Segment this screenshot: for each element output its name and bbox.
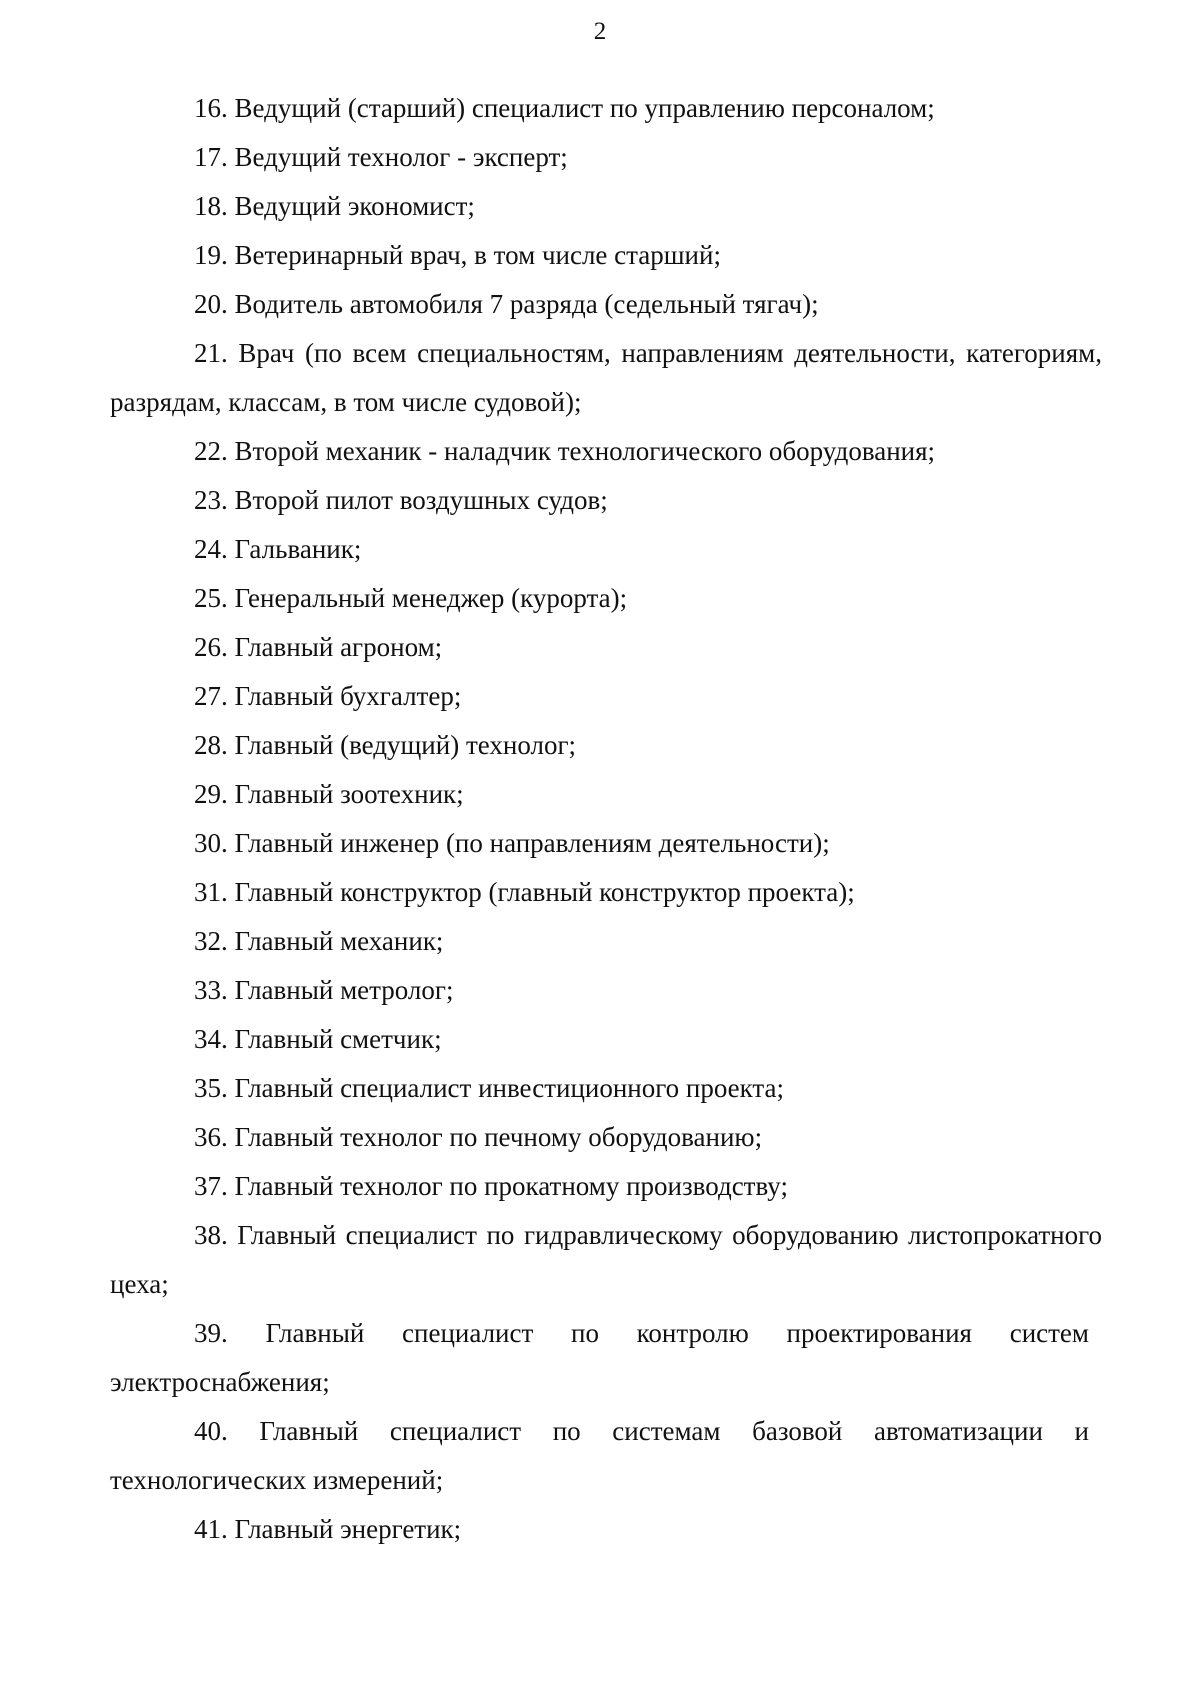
page-number: 2 (593, 18, 607, 45)
list-item: 30. Главный инженер (по направлениям деятельности); (194, 828, 830, 858)
list-item: 35. Главный специалист инвестиционного проекта; (194, 1073, 785, 1103)
list-item: 17. Ведущий технолог - эксперт; (194, 142, 568, 172)
list-item: 25. Генеральный менеджер (курорта); (194, 583, 628, 613)
list-item: 29. Главный зоотехник; (194, 779, 464, 809)
list-item: 18. Ведущий экономист; (194, 191, 475, 221)
list-item: 19. Ветеринарный врач, в том числе старший; (194, 240, 721, 270)
list-item: 40. Главный специалист по системам базовой автоматизации и технологических измерений; (110, 1416, 1089, 1495)
list-item: 23. Второй пилот воздушных судов; (194, 485, 608, 515)
list-item: 41. Главный энергетик; (194, 1514, 462, 1544)
list-item: 16. Ведущий (старший) специалист по управлению персоналом; (194, 93, 935, 123)
list-item: 33. Главный метролог; (194, 975, 454, 1005)
list-item: 27. Главный бухгалтер; (194, 681, 462, 711)
list-item: 37. Главный технолог по прокатному производству; (194, 1171, 788, 1201)
list-item: 32. Главный механик; (194, 926, 444, 956)
list-item: 24. Гальваник; (194, 534, 362, 564)
document-body (110, 84, 1102, 1554)
list-item: 38. Главный специалист по гидравлическому оборудованию листопрокатного цеха; (110, 1220, 1102, 1299)
list-item: 31. Главный конструктор (главный конструктор проекта); (194, 877, 855, 907)
list-item: 20. Водитель автомобиля 7 разряда (седельный тягач); (194, 289, 819, 319)
list-item: 26. Главный агроном; (194, 632, 443, 662)
list-item: 34. Главный сметчик; (194, 1024, 442, 1054)
list-item: 36. Главный технолог по печному оборудованию; (194, 1122, 763, 1152)
list-item: 39. Главный специалист по контролю проектирования систем электроснабжения; (110, 1318, 1089, 1397)
list-item: 21. Врач (по всем специальностям, направлениям деятельности, категориям, разрядам, классам, в том числе судовой); (110, 338, 1102, 417)
list-item: 22. Второй механик - наладчик технологического оборудования; (194, 436, 936, 466)
list-item: 28. Главный (ведущий) технолог; (194, 730, 577, 760)
